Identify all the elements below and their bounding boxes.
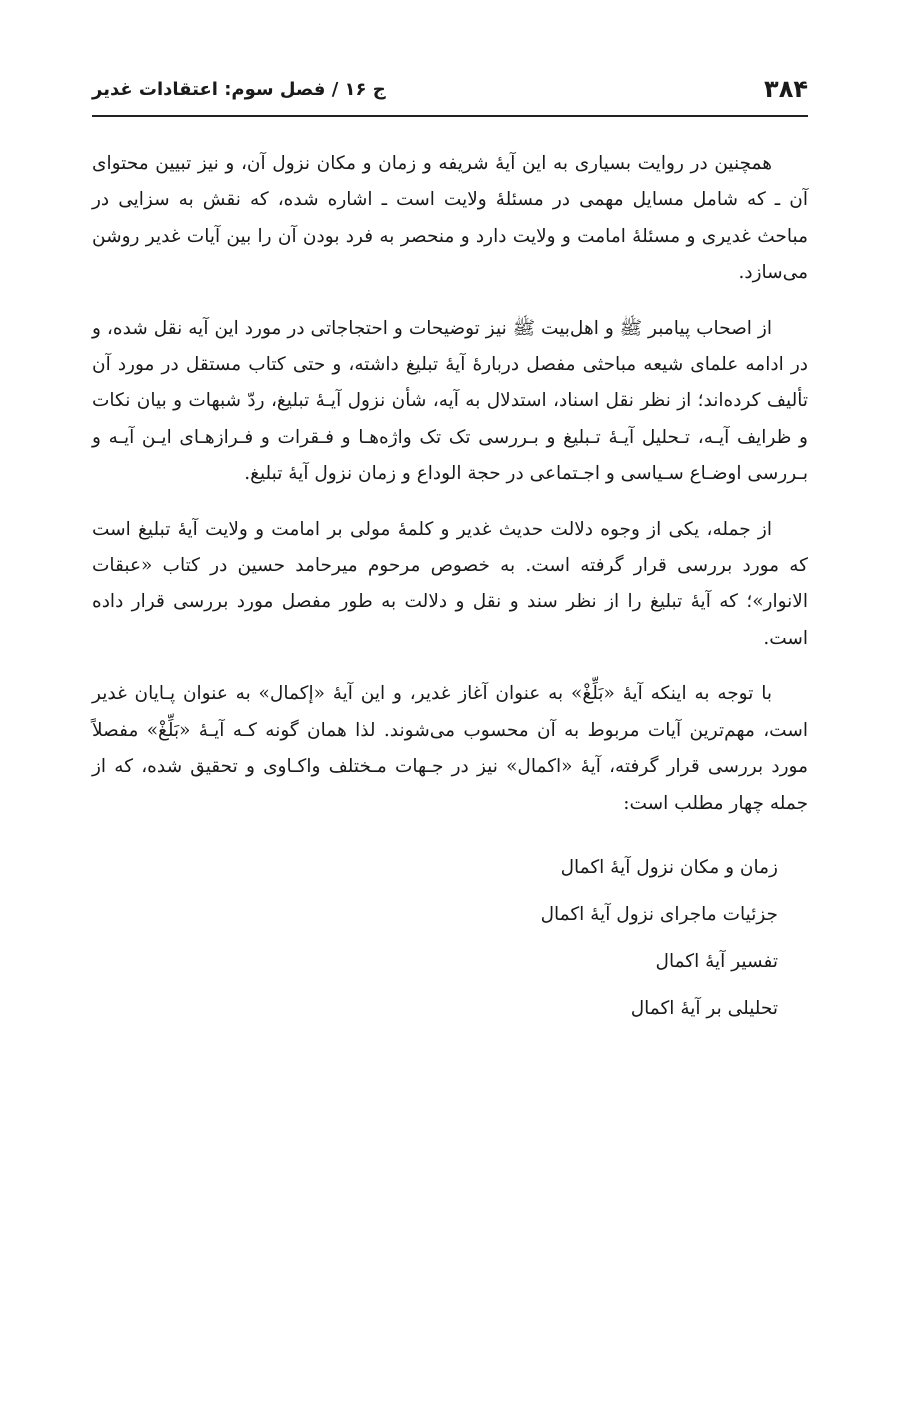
paragraph-3: از جمله، یکی از وجوه دلالت حدیث غدیر و کلمهٔ مولی بر امامت و ولایت آیهٔ تبلیغ است که مورد بررسی قرار گرفته است. به خصوص مرحوم میرحامد حسین در کتاب «عبقات الانوار»؛ که آیهٔ تبلیغ را از نظر سند و نقل و دلالت به طور مفصل مورد بررسی قرار داده است. (92, 518, 808, 649)
paragraph-2: از اصحاب پیامبر ﷺ و اهل‌بیت ﷺ نیز توضیحات و احتجاجاتی در مورد این آیه نقل شده، و در ادامه علمای شیعه مباحثی مفصل دربارهٔ آیهٔ تبلیغ داشته، و حتی کتاب مستقل در مورد آن تألیف کرده‌اند؛ از نظر نقل اسناد، استدلال به آیه، شأن نزول آیـهٔ تبلیغ، ردّ شبهات و بیان نکات و ظرایف آیـه، تـحلیل آیـهٔ تـبلیغ و بـررسی تک تک واژه‌هـا و فـقرات و فـرازهـای ایـن آیـه و بـررسی اوضـاع سـیاسی و اجـتماعی در حجة الوداع و زمان نزول آیهٔ تبلیغ. (92, 317, 808, 485)
running-head: ج ۱۶ / فصل سوم: اعتقادات غدیر (92, 78, 386, 100)
header-rule (92, 115, 808, 117)
paragraph-4: با توجه به اینکه آیهٔ «بَلِّغْ» به عنوان آغاز غدیر، و این آیهٔ «إکمال» به عنوان پـایان غدیر است، مهم‌ترین آیات مربوط به آن محسوب می‌شوند. لذا همان گونه کـه آیـهٔ «بَلِّغْ» مفصلاً مورد بررسی قرار گرفته، آیهٔ «اکمال» نیز در جـهات مـختلف واکـاوی و تحقیق شده، که از جمله چهار مطلب است: (92, 683, 808, 814)
topic-item: تحلیلی بر آیهٔ اکمال (630, 997, 778, 1019)
page-header (92, 72, 808, 106)
topic-item: زمان و مکان نزول آیهٔ اکمال (560, 856, 778, 878)
topic-list (92, 844, 808, 1032)
page-number: ۳۸۴ (764, 75, 808, 103)
paragraph-1: همچنین در روایت بسیاری به این آیهٔ شریفه و زمان و مکان نزول آن، و نیز تبیین محتوای آن ـ که شامل مسایل مهمی در مسئلهٔ ولایت است ـ اشاره شده، که نقش به سزایی در مباحث غدیری و مسئلهٔ امامت و ولایت دارد و منحصر به فرد بودن آن را بین آیات غدیر روشن می‌سازد. (92, 153, 808, 284)
body-text (92, 146, 808, 1032)
topic-item: تفسیر آیهٔ اکمال (655, 950, 778, 972)
topic-item: جزئیات ماجرای نزول آیهٔ اکمال (540, 903, 778, 925)
